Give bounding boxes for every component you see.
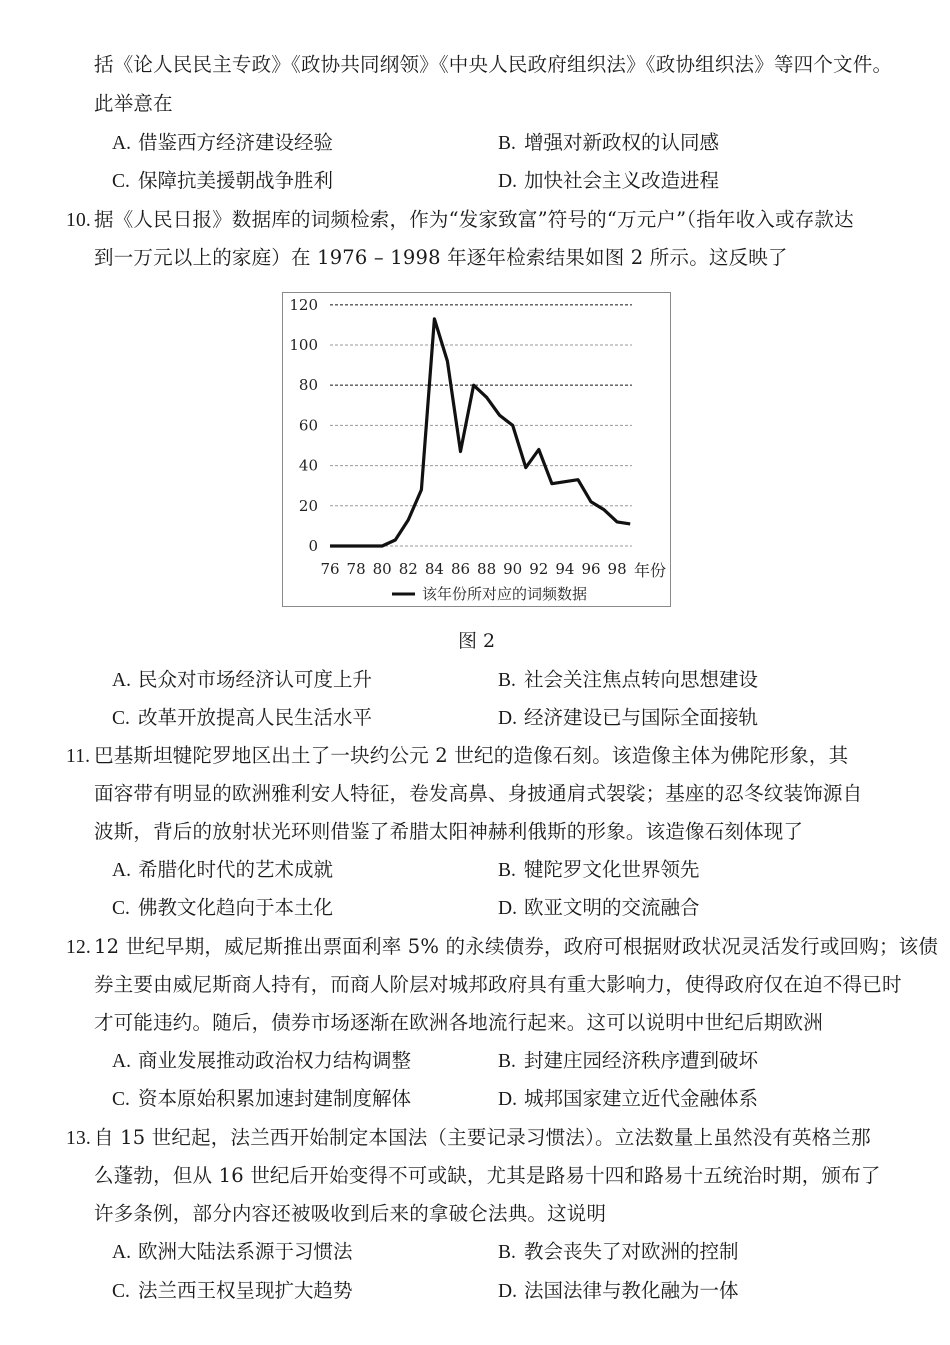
option-letter: B. bbox=[498, 860, 516, 881]
option-letter: C. bbox=[112, 1281, 130, 1302]
line-chart bbox=[282, 292, 671, 607]
option-letter: C. bbox=[112, 708, 130, 729]
option-letter: C. bbox=[112, 1089, 130, 1110]
option-text: 改革开放提高人民生活水平 bbox=[138, 706, 373, 729]
y-tick-label: 100 bbox=[289, 336, 318, 354]
option-text: 社会关注焦点转向思想建设 bbox=[524, 668, 759, 691]
question-number: 11. bbox=[66, 746, 91, 767]
q13-option-d bbox=[498, 1278, 739, 1305]
option-text: 法国法律与教化融为一体 bbox=[524, 1279, 739, 1302]
q9-option-c bbox=[112, 168, 333, 195]
option-letter: A. bbox=[112, 1242, 131, 1263]
q10-option-c bbox=[112, 705, 372, 732]
option-text: 佛教文化趋向于本土化 bbox=[138, 896, 334, 919]
stem-text: 自 15 世纪起，法兰西开始制定本国法（主要记录习惯法）。立法数量上虽然没有英格兰那 bbox=[94, 1126, 871, 1149]
q9-option-b bbox=[498, 130, 719, 157]
option-text: 增强对新政权的认同感 bbox=[524, 131, 720, 154]
option-letter: B. bbox=[498, 670, 516, 691]
x-tick-label: 82 bbox=[398, 560, 418, 578]
q12-option-b bbox=[498, 1048, 758, 1075]
x-tick-label: 98 bbox=[607, 560, 627, 578]
option-text: 教会丧失了对欧洲的控制 bbox=[524, 1240, 739, 1263]
figure-caption: 图 2 bbox=[458, 630, 496, 652]
option-letter: D. bbox=[498, 1281, 517, 1302]
q12-stem-line-3: 才可能违约。随后，债券市场逐渐在欧洲各地流行起来。这可以说明中世纪后期欧洲 bbox=[94, 1011, 823, 1034]
y-tick-label: 40 bbox=[298, 456, 318, 475]
q13-option-a bbox=[112, 1239, 353, 1266]
q11-stem-line-2: 面容带有明显的欧洲雅利安人特征，卷发高鼻、身披通肩式袈裟；基座的忍冬纹装饰源自 bbox=[94, 782, 863, 805]
q10-option-a bbox=[112, 667, 372, 694]
question-number: 12. bbox=[66, 937, 91, 958]
q10-stem-line-1 bbox=[66, 207, 854, 234]
stem-text: 12 世纪早期，威尼斯推出票面利率 5% 的永续债券，政府可根据财政状况灵活发行或回购；该债 bbox=[94, 935, 939, 958]
q11-option-c bbox=[112, 895, 333, 922]
q10-option-d bbox=[498, 705, 758, 732]
q11-option-b bbox=[498, 857, 700, 884]
stem-text: 巴基斯坦犍陀罗地区出土了一块约公元 2 世纪的造像石刻。该造像主体为佛陀形象，其 bbox=[94, 744, 849, 767]
q11-option-d bbox=[498, 895, 700, 922]
q13-option-b bbox=[498, 1239, 739, 1266]
option-text: 商业发展推动政治权力结构调整 bbox=[138, 1049, 412, 1072]
option-letter: B. bbox=[498, 1242, 516, 1263]
x-tick-label: 94 bbox=[555, 560, 575, 578]
q13-stem-line-3: 许多条例，部分内容还被吸收到后来的拿破仑法典。这说明 bbox=[94, 1202, 607, 1225]
y-tick-label: 120 bbox=[289, 295, 318, 314]
stem-text: 据《人民日报》数据库的词频检索，作为“发家致富”符号的“万元户”（指年收入或存款达 bbox=[94, 208, 854, 231]
q10-stem-line-2: 到一万元以上的家庭）在 1976 – 1998 年逐年检索结果如图 2 所示。这反映了 bbox=[94, 246, 788, 269]
q9-option-d bbox=[498, 168, 719, 195]
y-tick-label: 80 bbox=[298, 376, 318, 395]
legend-label: 该年份所对应的词频数据 bbox=[422, 585, 588, 603]
option-letter: A. bbox=[112, 1051, 131, 1072]
option-letter: B. bbox=[498, 1051, 516, 1072]
option-text: 保障抗美援朝战争胜利 bbox=[138, 169, 334, 192]
option-text: 欧亚文明的交流融合 bbox=[524, 896, 700, 919]
x-tick-label: 80 bbox=[372, 560, 392, 578]
q9-stem-line-2: 此举意在 bbox=[94, 92, 173, 115]
x-tick-label: 96 bbox=[581, 560, 601, 578]
q13-options-clipped-row bbox=[0, 1276, 950, 1302]
option-text: 欧洲大陆法系源于习惯法 bbox=[138, 1240, 353, 1263]
option-text: 加快社会主义改造进程 bbox=[524, 169, 720, 192]
x-tick-label: 78 bbox=[346, 560, 366, 578]
x-tick-label: 84 bbox=[424, 560, 444, 578]
question-number: 13. bbox=[66, 1128, 91, 1149]
q9-stem-line-1: 括《论人民民主专政》《政协共同纲领》《中央人民政府组织法》《政协组织法》等四个文件。 bbox=[94, 53, 893, 76]
option-text: 法兰西王权呈现扩大趋势 bbox=[138, 1279, 353, 1302]
q11-stem-line-1 bbox=[66, 743, 848, 770]
q9-option-a bbox=[112, 130, 333, 157]
option-text: 犍陀罗文化世界领先 bbox=[524, 858, 700, 881]
option-letter: C. bbox=[112, 898, 130, 919]
option-letter: A. bbox=[112, 670, 131, 691]
option-letter: D. bbox=[498, 898, 517, 919]
x-tick-label: 92 bbox=[529, 560, 549, 578]
y-tick-label: 0 bbox=[308, 537, 318, 555]
y-tick-label: 20 bbox=[298, 496, 318, 515]
x-tick-label: 88 bbox=[477, 560, 497, 578]
option-text: 借鉴西方经济建设经验 bbox=[138, 131, 334, 154]
option-letter: D. bbox=[498, 1089, 517, 1110]
option-letter: A. bbox=[112, 860, 131, 881]
option-text: 经济建设已与国际全面接轨 bbox=[524, 706, 759, 729]
q12-stem-line-2: 券主要由威尼斯商人持有，而商人阶层对城邦政府具有重大影响力，使得政府仅在迫不得已时 bbox=[94, 973, 902, 996]
x-tick-label: 76 bbox=[320, 560, 340, 578]
option-text: 城邦国家建立近代金融体系 bbox=[524, 1087, 759, 1110]
option-letter: D. bbox=[498, 708, 517, 729]
x-tick-label: 86 bbox=[450, 560, 471, 578]
option-letter: D. bbox=[498, 171, 517, 192]
q12-stem-line-1 bbox=[66, 934, 938, 961]
option-text: 民众对市场经济认可度上升 bbox=[138, 668, 373, 691]
q13-stem-line-2: 么蓬勃，但从 16 世纪后开始变得不可或缺，尤其是路易十四和路易十五统治时期，颁布了 bbox=[94, 1164, 881, 1187]
q12-option-c bbox=[112, 1086, 411, 1113]
data-series-line bbox=[330, 319, 630, 546]
x-axis-label: 年份 bbox=[634, 561, 667, 580]
y-tick-label: 60 bbox=[298, 416, 318, 435]
q10-option-b bbox=[498, 667, 758, 694]
q11-stem-line-3: 波斯，背后的放射状光环则借鉴了希腊太阳神赫利俄斯的形象。该造像石刻体现了 bbox=[94, 820, 804, 843]
option-letter: A. bbox=[112, 133, 131, 154]
option-letter: C. bbox=[112, 171, 130, 192]
q13-stem-line-1 bbox=[66, 1125, 871, 1152]
q12-option-d bbox=[498, 1086, 758, 1113]
q11-option-a bbox=[112, 857, 333, 884]
q12-option-a bbox=[112, 1048, 411, 1075]
x-tick-label: 90 bbox=[503, 560, 523, 578]
option-text: 封建庄园经济秩序遭到破坏 bbox=[524, 1049, 759, 1072]
question-number: 10. bbox=[66, 210, 91, 231]
option-letter: B. bbox=[498, 133, 516, 154]
option-text: 希腊化时代的艺术成就 bbox=[138, 858, 334, 881]
q13-option-c bbox=[112, 1278, 353, 1305]
option-text: 资本原始积累加速封建制度解体 bbox=[138, 1087, 412, 1110]
